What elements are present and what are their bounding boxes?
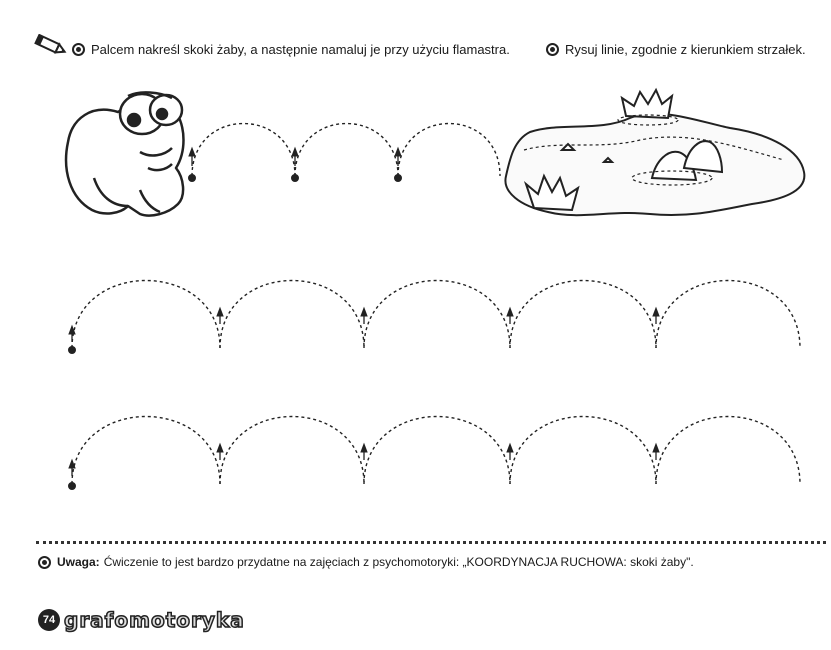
instruction-first-text: Palcem nakreśl skoki żaby, a następnie namaluj je przy użyciu flamastra. xyxy=(91,42,510,57)
note-text: Ćwiczenie to jest bardzo przydatne na zajęciach z psychomotoryki: „KOORDYNACJA RUCHOWA: skoki żaby". xyxy=(103,555,694,569)
start-dot xyxy=(189,175,196,182)
dotted-divider xyxy=(36,541,826,544)
start-dot xyxy=(292,175,299,182)
arrow-icon xyxy=(507,308,513,316)
jump-path-row-2 xyxy=(72,281,800,349)
arrow-icon xyxy=(395,148,401,156)
arrow-icon xyxy=(292,148,298,156)
arrow-icon xyxy=(361,444,367,452)
jump-path-row-3 xyxy=(72,417,800,485)
start-dot xyxy=(69,347,76,354)
row-1-markers xyxy=(189,148,402,182)
instruction-second-text: Rysuj linie, zgodnie z kierunkiem strzałek. xyxy=(565,42,806,57)
brand-logo: grafomotoryka xyxy=(64,608,245,632)
page-number: 74 xyxy=(38,609,60,631)
note-label: Uwaga: xyxy=(57,555,100,569)
pond-illustration xyxy=(505,90,804,215)
arrow-icon xyxy=(217,444,223,452)
start-dot xyxy=(69,483,76,490)
arrow-icon xyxy=(189,148,195,156)
jump-path-row-1 xyxy=(192,124,500,177)
arrow-icon xyxy=(507,444,513,452)
arrow-icon xyxy=(217,308,223,316)
start-dot xyxy=(395,175,402,182)
frog-illustration xyxy=(66,92,183,215)
footer xyxy=(38,608,245,632)
arrow-icon xyxy=(653,308,659,316)
note xyxy=(38,555,694,569)
arrow-icon xyxy=(361,308,367,316)
bullet-icon xyxy=(38,556,51,569)
arrow-icon xyxy=(653,444,659,452)
